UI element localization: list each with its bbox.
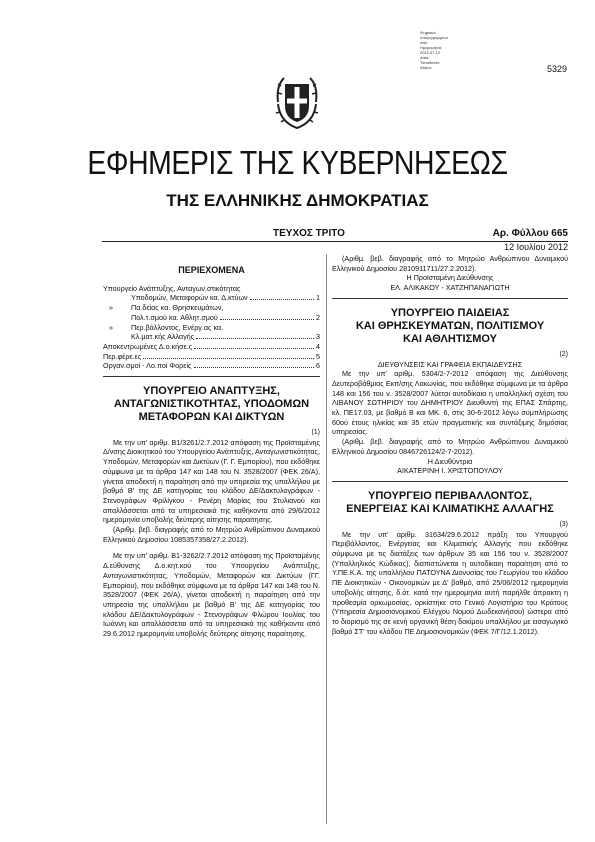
section-divider: [103, 376, 320, 377]
toc-dots: [220, 319, 314, 320]
header-rule: [102, 241, 568, 242]
section-heading-line: ΥΠΟΥΡΓΕΙΟ ΠΕΡΙΒΑΛΛΟΝΤΟΣ,: [368, 489, 532, 502]
toc-row-label: Περ.βάλλοντος, Ενέργ.ας κα.: [131, 322, 224, 332]
deletion-note: (Αριθμ. βεβ. διαγραφής από το Μητρώο Ανθρώπινου Δυναμικού Ελληνικού Δημοσίου 0846726124/2-7-2012).: [332, 437, 568, 456]
toc-row: [103, 332, 320, 342]
section-heading-line: ΕΝΕΡΓΕΙΑΣ ΚΑΙ ΚΛΙΜΑΤΙΚΗΣ ΑΛΛΑΓΗΣ: [346, 502, 554, 515]
section-divider: [332, 481, 568, 482]
section-heading: [103, 385, 320, 424]
decision-paragraph: Με την υπ' αριθμ. Β1-3262/2.7.2012 απόφαση της Προϊσταμένης Δ.εύθυνσης Δ.ο.κητ.κού του Υπουργείου Ανάπτυξης, Ανταγωνιστικότητας, Υποδομών, Μεταφορών και Δικτύων (ΓΓ. Εμπορίου), που εκδόθηκε σύμφωνα με τα άρθρα 147 και 148 του Ν. 3528/2007 (ΦΕΚ 26/Α), γίνεται αποδεκτή η παραίτηση από την υπηρεσία της υπαλλήλου με βαθμό Β' της ΔΕ κατηγορίας του κλάδου ΔΕ/Δακτυλογράφων - Στενογράφων Φλώρου Ιουλίας του Ιωάννη και απαλλάσσεται από τα υπηρεσιακά της καθήκοντα από 29.6.2012 ημερομηνία υποβολής δεύτερης αίτησης παραίτησης.: [103, 551, 320, 639]
section-heading-line: ΚΑΙ ΘΡΗΣΚΕΥΜΑΤΩΝ, ΠΟΛΙΤΙΣΜΟΥ: [355, 319, 545, 332]
toc-row-text: [109, 303, 224, 313]
toc-row-text: Υποδομών, Μεταφορών κα. Δ.κτύων: [131, 293, 248, 303]
left-column: [103, 254, 320, 639]
item-number: (2): [559, 350, 568, 358]
toc-row: [103, 342, 320, 352]
toc-row-text: Αποκεντρωμένες Δ.ο.κήσε.ς: [103, 341, 193, 351]
signature-line: από: [420, 40, 428, 45]
sheet-number: Αρ. Φύλλου 665: [492, 228, 568, 239]
toc-row-text: Κλ.ματ.κής Αλλαγής: [131, 332, 195, 342]
section-heading-line: ΥΠΟΥΡΓΕΙΟ ΠΑΙΔΕΙΑΣ: [390, 306, 510, 319]
signature-line: υπογεγραμμένο: [420, 35, 449, 40]
toc-row: [103, 361, 320, 371]
section-heading: [332, 307, 568, 346]
deletion-note: (Αριθμ. βεβ. διαγραφής από το Μητρώο Ανθρώπινου Δυναμικού Ελληνικού Δημοσίου 2810911711/27.2.2012).: [332, 254, 568, 273]
toc-dots: [194, 367, 314, 368]
section-heading-line: ΥΠΟΥΡΓΕΙΟ ΑΝΑΠΤΥΞΗΣ,: [143, 385, 280, 398]
signer-role: Η Προϊσταμένη Διεύθυνσης: [406, 273, 494, 283]
decision-paragraph: Με την υπ' αριθμ. 31634/29.6.2012 πράξη του Υπουργού Περιβάλλοντος, Ενέργειας και Κλιματικής Αλλαγής που εκδόθηκε σύμφωνα με τις διατάξεις των άρθρων 35 και 156 του ν. 3528/2007 (Υπαλληλικός Κώδικας), διαπιστώνεται η αυτοδίκαιη παραίτηση από το Υ.ΠΕ.Κ.Α. της υπαλλήλου ΠΑΤΟΥΝΑ Διονυσίας του Γεωργίου του κλάδου ΠΕ Διοικητικών - Οικονομικών με Δ' βαθμό, από 25/06/2012 ημερομηνία υποβολής αίτησης, δ.ότ. κατά την ημερομηνία αυτή παρήλθε άπρακτη η προθεσμία ορκωμοσίας, ορκίστηκε στο Γενικό Λογιστήριο του Κράτους (Υπηρεσία Δημοσιονομικού Ελέγχου Νομού Δωδεκανήσου) ώστερα από το διορισμό της σε κενή οργανική θέση δοκίμου υπαλλήλου με εισαγωγικό βαθμό ΣΤ' του κλάδου ΠΕ Δημοσιονομικών (ΦΕΚ 7/Γ/12.1.2012).: [332, 529, 568, 636]
greek-coat-of-arms-icon: [274, 72, 320, 132]
toc-row: [103, 323, 320, 333]
signature-line: 2012.07.12: [420, 50, 441, 55]
toc-row: [103, 313, 320, 323]
toc-row-page: 3: [316, 332, 320, 342]
toc-row: [103, 352, 320, 362]
column-separator: [326, 254, 327, 824]
signature-line: Τοποθεσία:: [420, 60, 440, 65]
toc-dots: [194, 348, 314, 349]
issue-label: ΤΕΥΧΟΣ ΤΡΙΤΟ: [273, 228, 345, 239]
page-number: 5329: [546, 64, 567, 74]
ditto-mark: »: [109, 303, 113, 313]
toc-row-label: Πα.δείας κα. Θρησκευμάτων,: [131, 303, 224, 313]
signature-line: Αθήνα: [420, 65, 432, 70]
signer-role: Η Διευθύντρια: [427, 456, 473, 466]
toc-row-page: 6: [316, 361, 320, 371]
section-heading-line: ΜΕΤΑΦΟΡΩΝ ΚΑΙ ΔΙΚΤΥΩΝ: [138, 411, 285, 424]
signature-line: Αιτία:: [420, 55, 430, 60]
toc-dots: [196, 338, 314, 339]
toc-row-page: 5: [316, 351, 320, 361]
sub-heading: ΔΙΕΥΘΥΝΣΕΙΣ ΚΑΙ ΓΡΑΦΕΙΑ ΕΚΠΑΙΔΕΥΣΗΣ: [377, 359, 523, 369]
signature-line: Ψηφιακά: [420, 30, 436, 35]
toc-row-text: Υπουργείο Ανάπτυξης, Ανταγων.στικότητας: [103, 283, 241, 293]
decision-paragraph: Με την υπ' αριθμ. 5304/2-7-2012 απόφαση της Διεύθυνσης Δευτεροβάθμιας Εκπ/σης Λακωνίας, που εκδόθηκε σύμφωνα με τα άρθρα 148 και 156 του ν. 3528/2007 λύεται αυτοδίκαια η υπαλληλική σχέση του ΛΙΒΑΝΟΥ ΣΩΤΗΡΙΟΥ του ΔΗΜΗΤΡΙΟΥ Διευθυντή της ΕΠΑΣ Σπάρτης, κλ. ΠΕ17.03, με βαθμό Β και ΜΚ. 6, στις 30-6-2012 λόγω συμπλήρωσης 60ού έτους ηλικίας και 35 ετών πραγματικής και συντάξιμης δημόσιας υπηρεσίας.: [332, 369, 568, 437]
deletion-note: (Αριθμ. βεβ. διαγραφής από το Μητρώο Ανθρώπινου Δυναμικού Ελληνικού Δημοσίου 1085357358/27.2.2012).: [103, 525, 320, 544]
right-column: [332, 254, 568, 636]
toc-row-page: 2: [316, 312, 320, 322]
section-heading: [332, 490, 568, 516]
signature-line: Ημερομηνία:: [420, 45, 443, 50]
toc-row-text: Οργαν.σμοί - Λο.ποί Φορείς: [103, 361, 192, 371]
toc-dots: [250, 299, 314, 300]
toc-row: [103, 303, 320, 313]
issue-date: 12 Ιουλίου 2012: [504, 242, 568, 252]
gazette-subtitle: ΤΗΣ ΕΛΛΗΝΙΚΗΣ ΔΗΜΟΚΡΑΤΙΑΣ: [166, 191, 429, 210]
toc-row-page: 1: [316, 293, 320, 303]
toc: [103, 284, 320, 371]
section-heading-line: ΑΝΤΑΓΩΝΙΣΤΙΚΟΤΗΤΑΣ, ΥΠΟΔΟΜΩΝ: [113, 398, 310, 411]
toc-row-text: Περ.φέρε.ες: [103, 351, 142, 361]
toc-row: [103, 284, 320, 294]
signer-name: ΑΙΚΑΤΕΡΙΝΗ Ι. ΧΡΙΣΤΟΠΟΥΛΟΥ: [397, 466, 503, 476]
section-divider: [332, 298, 568, 299]
toc-title: ΠΕΡΙΕΧΟΜΕΝΑ: [178, 265, 245, 275]
decision-paragraph: Με την υπ' αριθμ. Β1/3261/2.7.2012 απόφαση της Προϊσταμένης Δ/νσης Διοικητικού του Υπουργείου Ανάπτυξης, Ανταγωνιστικότητας, Υποδομών, Μεταφορών και Δικτύων (Γ. Γ. Εμπορίου), που εκδόθηκε σύμφωνα με τα άρθρα 147 και 148 του Ν. 3528/2007 (ΦΕΚ 26/Α), γίνεται αποδεκτή η παραίτηση από την υπηρεσία της υπαλλήλου με βαθμό Β' της ΔΕ κατηγορίας του κλάδου ΔΕ/Δακτυλογράφων - Στενογράφων Φριλίγκου - Ρενέρη Μαρίας του Στυλιανού και απαλλάσσεται από τα υπηρεσιακά της καθήκοντα από 29/6/2012 ημερομηνία υποβολής δεύτερης αίτησης παραίτησης.: [103, 437, 320, 525]
toc-row-text: [109, 322, 224, 333]
item-number: (1): [311, 429, 320, 437]
section-heading-line: ΚΑΙ ΑΘΛΗΤΙΣΜΟΥ: [403, 332, 497, 345]
toc-row-page: 4: [316, 341, 320, 351]
item-number: (3): [559, 520, 568, 528]
toc-dots: [143, 358, 314, 359]
ditto-mark: »: [109, 322, 113, 332]
signer-name: ΕΛ. ΑΛΙΚΑΚΟΥ - ΧΑΤΖΗΠΑΝΑΓΙΩΤΗ: [390, 283, 510, 293]
digital-signature-block: [420, 30, 482, 70]
toc-row: [103, 293, 320, 303]
toc-row-text: Πολ.τ.σμού κα. Αθλητ.σμού: [131, 312, 218, 322]
gazette-title: ΕΦΗΜΕΡΙΣ ΤΗΣ ΚΥΒΕΡΝΗΣΕΩΣ: [87, 144, 508, 181]
